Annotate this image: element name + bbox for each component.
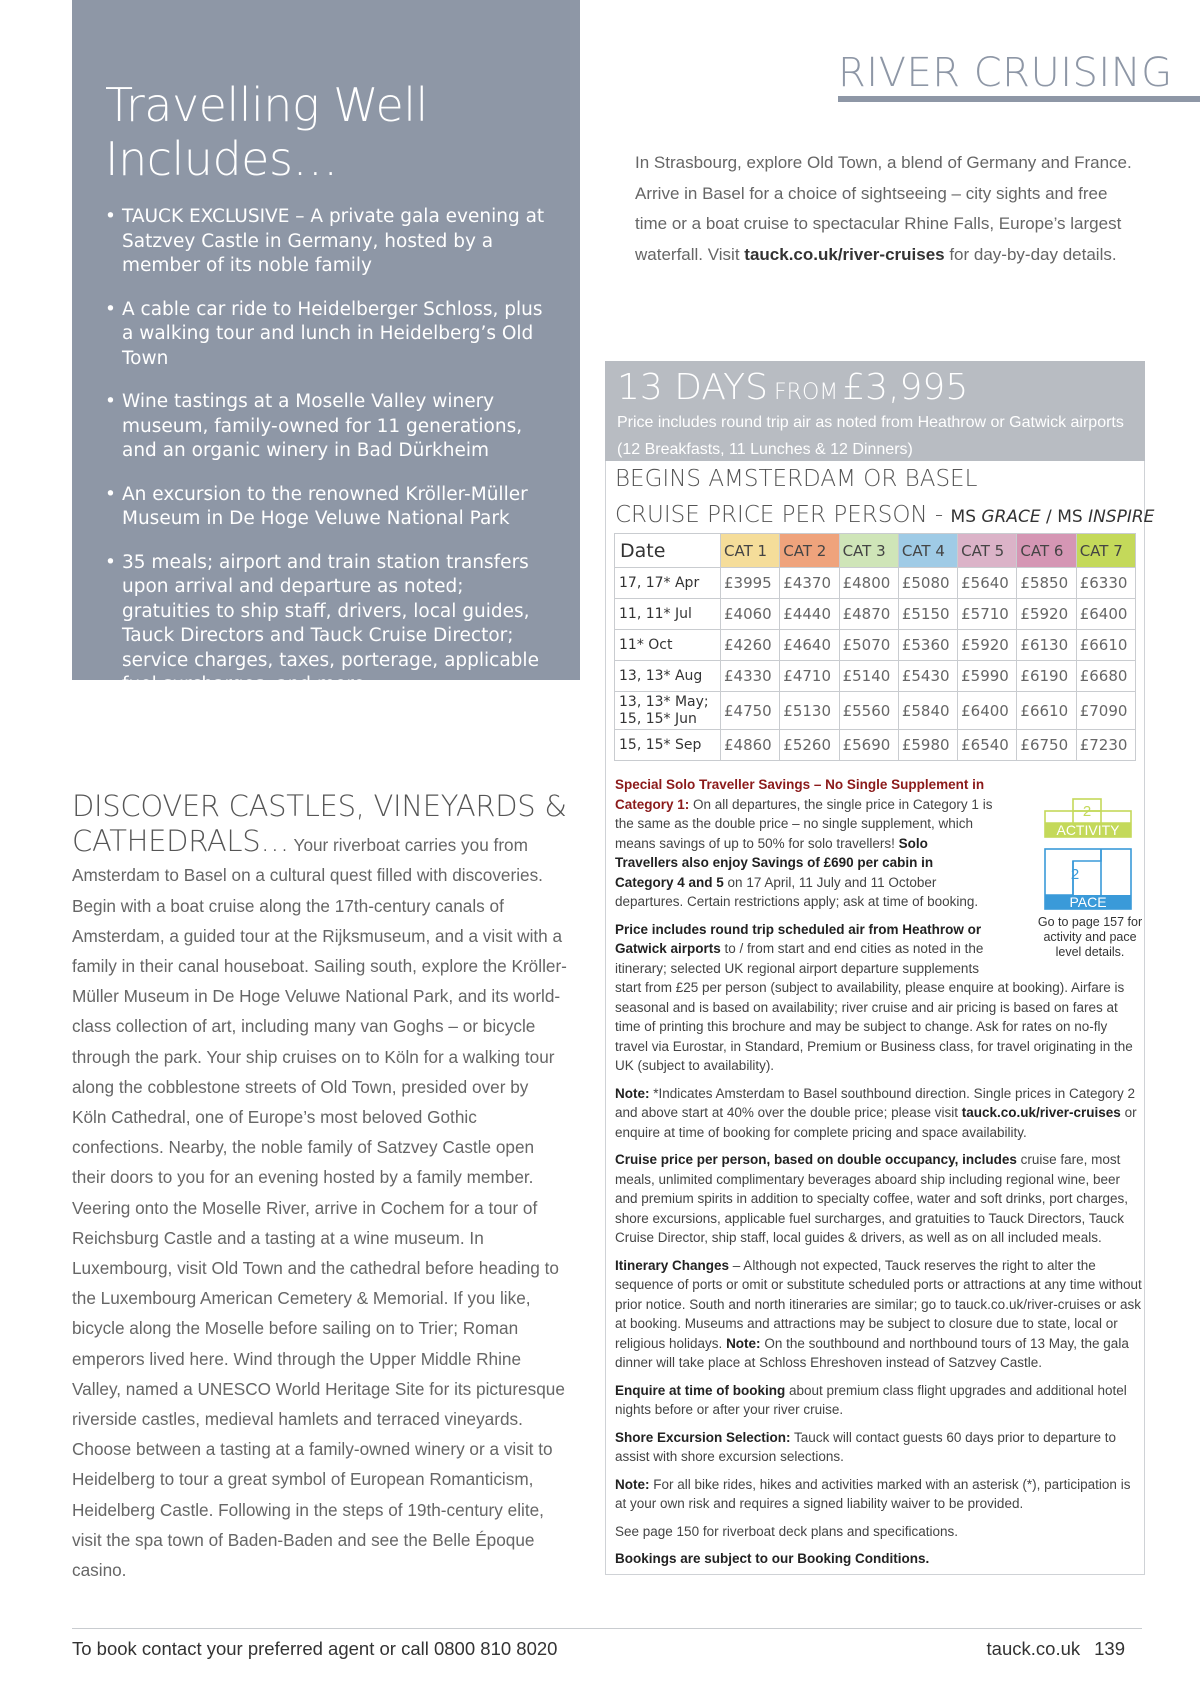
booking-conditions: Bookings are subject to our Booking Conditions.: [615, 1551, 930, 1566]
departure-date-line1: 13, 13* May;: [619, 693, 709, 710]
page-number: 139: [1094, 1638, 1125, 1659]
departure-date: 11, 11* Jul: [615, 599, 721, 630]
cruise-includes-title: Cruise price per person, based on double occupancy, includes: [615, 1152, 1017, 1167]
deck-plans-note: See page 150 for riverboat deck plans and specifications.: [615, 1523, 958, 1539]
price-cell: £5980: [898, 730, 957, 761]
itinerary-changes-title: Itinerary Changes: [615, 1257, 730, 1273]
price-cell: £4330: [721, 661, 780, 692]
price-cell: £6540: [958, 730, 1017, 761]
price-cell: £5080: [898, 568, 957, 599]
solo-savings-title: Special Solo Traveller Savings – No Single Supplement in Category 1:: [615, 777, 985, 812]
tour-days: 13 DAYS: [617, 367, 769, 408]
price-cell: £4440: [780, 599, 839, 630]
category-header: CAT 7: [1076, 534, 1135, 568]
inclusions-list: [105, 205, 545, 717]
departure-date: 17, 17* Apr: [615, 568, 721, 599]
price-cell: £5920: [1017, 599, 1076, 630]
price-cell: £5640: [958, 568, 1017, 599]
waiver-note: [615, 1475, 1143, 1514]
badge-spacer: [993, 775, 1143, 961]
price-cell: £5560: [839, 692, 898, 730]
ship2-name: INSPIRE: [1088, 507, 1155, 527]
intro-link[interactable]: tauck.co.uk/river-cruises: [744, 244, 945, 264]
enquire-title: Enquire at time of booking: [615, 1382, 786, 1398]
price-cell: £5070: [839, 630, 898, 661]
price-cell: £7090: [1076, 692, 1135, 730]
price-cell: £4710: [780, 661, 839, 692]
shore-excursion-text: Tauck will contact guests 60 days prior to departure to assist with shore excursion selections.: [615, 1429, 1116, 1464]
price-cell: £6330: [1076, 568, 1135, 599]
inclusions-title-line2: Includes…: [105, 132, 338, 186]
solo-text: On all departures, the single price in Category 1 is the same as the double price – no single supplement, which means savings of up to 50% for solo travellers!: [615, 796, 993, 851]
intro-text: In Strasbourg, explore Old Town, a blend of Germany and France. Arrive in Basel for a choice of sightseeing – city sights and free time or a boat cruise to spectacular Rhine Falls, Europe’s largest waterfall. Visit: [635, 153, 1132, 264]
ship-names: [951, 507, 1155, 527]
booking-notes: [615, 775, 1143, 1577]
pace-level-label: PACE: [1069, 894, 1107, 910]
departure-date-line2: 15, 15* Jun: [619, 710, 697, 727]
category-header: CAT 6: [1017, 534, 1076, 568]
price-cell: £6610: [1076, 630, 1135, 661]
price-cell: £4860: [721, 730, 780, 761]
price-cell: £5990: [958, 661, 1017, 692]
cruise-price-heading: [615, 502, 1154, 528]
price-cell: £5360: [898, 630, 957, 661]
table-row: [615, 630, 1136, 661]
inclusion-item: • TAUCK EXCLUSIVE – A private gala evening at Satzvey Castle in Germany, hosted by a member of its noble family: [105, 205, 545, 279]
category-header: CAT 4: [898, 534, 957, 568]
departure-date: 11* Oct: [615, 630, 721, 661]
activity-level-number: 2: [1082, 803, 1092, 820]
category-header: CAT 1: [721, 534, 780, 568]
table-row: [615, 692, 1136, 730]
price-note: Price includes round trip air as noted from Heathrow or Gatwick airports (12 Breakfasts, 11 Lunches & 12 Dinners): [617, 414, 1124, 458]
departure-date: [615, 692, 721, 730]
table-row: [615, 568, 1136, 599]
inclusion-item: • A cable car ride to Heidelberger Schloss, plus a walking tour and lunch in Heidelberg’s Old Town: [105, 298, 545, 372]
waiver-note-label: Note:: [615, 1476, 650, 1492]
price-cell: £5840: [898, 692, 957, 730]
itinerary-text: Your riverboat carries you from Amsterdam to Basel on a cultural quest filled with discoveries. Begin with a boat cruise along the 17th-century canals of Amsterdam, a guided tour at the Rijksmuseum, and a visit with a family in their canal houseboat. Sailing south, explore the Kröller-Müller Museum in De Hoge Veluwe National Park, and its world-class collection of art, including many van Goghs – or bicycle through the park. Your ship cruises on to Köln for a walking tour along the cobblestone streets of Old Town, presided over by Köln Cathedral, one of Europe’s most beloved Gothic confections. Nearby, the noble family of Satzvey Castle open their doors to you for an evening hosted by a family member. Veering onto the Moselle River, arrive in Cochem for a tour of Reichsburg Castle and a tasting at a wine museum. In Luxembourg, visit Old Town and the cathedral before heading to the Luxembourg American Cemetery & Memorial. If you like, bicycle along the Moselle before sailing on to Trier; Roman emperors lived here. Wind through the Upper Middle Rhine Valley, named a UNESCO World Heritage Site for its picturesque riverside castles, medieval hamlets and terraced vineyards. Choose between a tasting at a family-owned winery or a visit to Heidelberg to tour a great symbol of European Romanticism, Heidelberg Castle. Following in the steps of 19th-century elite, visit the spa town of Baden-Baden and see the Belle Époque casino.: [72, 835, 567, 1581]
price-cell: £5140: [839, 661, 898, 692]
price-cell: £6750: [1017, 730, 1076, 761]
itinerary-changes-note: [615, 1256, 1143, 1373]
inclusions-title-line1: Travelling Well: [105, 78, 428, 132]
table-header-row: [615, 534, 1136, 568]
level-caption: Go to page 157 for activity and pace level details.: [1037, 915, 1143, 959]
section-title-rule: [838, 96, 1200, 102]
solo-bold: Solo Travellers also enjoy Savings of £690 per cabin in Category 4 and 5: [615, 835, 934, 890]
category-header: CAT 5: [958, 534, 1017, 568]
activity-level-label: ACTIVITY: [1056, 822, 1120, 838]
price-cell: £7230: [1076, 730, 1135, 761]
price-table: [614, 533, 1136, 761]
price-cell: £5710: [958, 599, 1017, 630]
enquire-note: [615, 1381, 1143, 1420]
ship-separator: /: [1040, 507, 1058, 527]
table-row: [615, 661, 1136, 692]
price-cell: £5260: [780, 730, 839, 761]
website-link[interactable]: tauck.co.uk: [986, 1638, 1081, 1659]
direction-note-text: *Indicates Amsterdam to Basel southbound direction. Single prices in Category 2 and above start at 40% over the double price; please visit: [615, 1085, 1136, 1120]
price-cell: £4870: [839, 599, 898, 630]
itinerary-lead: DISCOVER CASTLES, VINEYARDS & CATHEDRALS…: [72, 789, 567, 859]
price-from: FROM: [774, 380, 839, 405]
inclusions-title: [105, 78, 545, 186]
direction-note-label: Note:: [615, 1085, 650, 1101]
departure-date: 13, 13* Aug: [615, 661, 721, 692]
direction-note: [615, 1084, 1143, 1143]
price-cell: £6400: [1076, 599, 1135, 630]
category-header: CAT 3: [839, 534, 898, 568]
price-header: [605, 361, 1145, 461]
price-cell: £5150: [898, 599, 957, 630]
price-cell: £5130: [780, 692, 839, 730]
direction-note-text-end: or enquire at time of booking for complete pricing and space availability.: [615, 1105, 1137, 1140]
price-cell: £4060: [721, 599, 780, 630]
air-note-title: Price includes round trip scheduled air from Heathrow or Gatwick airports: [615, 921, 982, 956]
price-cell: £3995: [721, 568, 780, 599]
inclusions-panel: [72, 0, 580, 695]
intro-text-end: for day-by-day details.: [944, 244, 1117, 264]
price-cell: £6130: [1017, 630, 1076, 661]
ship1-prefix: MS: [950, 507, 982, 527]
section-title: RIVER CRUISING: [838, 50, 1173, 96]
price-cell: £5430: [898, 661, 957, 692]
itinerary-description: [72, 790, 567, 1585]
departure-date: 15, 15* Sep: [615, 730, 721, 761]
begins-location: BEGINS AMSTERDAM OR BASEL: [615, 466, 978, 492]
price-cell: £5920: [958, 630, 1017, 661]
price-cell: £4750: [721, 692, 780, 730]
footer-divider: [72, 1628, 1142, 1629]
inclusion-item: • 35 meals; airport and train station transfers upon arrival and departure as noted; gratuities to ship staff, drivers, local guides, Tauck Directors and Tauck Cruise Director; service charges, taxes, porterage, applicable fuel surcharges, and more: [105, 551, 545, 698]
inclusion-item: • An excursion to the renowned Kröller-Müller Museum in De Hoge Veluwe National Park: [105, 483, 545, 532]
direction-note-link[interactable]: tauck.co.uk/river-cruises: [961, 1105, 1121, 1120]
price-headline: [617, 367, 968, 408]
air-note-text: to / from start and end cities as noted in the itinerary; selected UK regional airport departure supplements start from £25 per person (subject to availability, please enquire at booking). Airfare is seasonal and is based on availability; river cruise and air pricing is based on fares at time of printing this brochure and may be subject to change. Ask for rates on no-fly travel via Eurostar, in Standard, Premium or Business class, for travel originating in the UK (subject to availability).: [615, 941, 1133, 1073]
pace-level-number: 2: [1070, 866, 1080, 883]
price-cell: £5690: [839, 730, 898, 761]
booking-conditions-note: [615, 1549, 1143, 1569]
inclusion-item: • Wine tastings at a Moselle Valley winery museum, family-owned for 11 generations, and an organic winery in Bad Dürkheim: [105, 390, 545, 464]
shore-excursion-title: Shore Excursion Selection:: [615, 1429, 791, 1445]
cruise-includes-note: [615, 1150, 1143, 1248]
shore-excursion-note: [615, 1428, 1143, 1467]
table-row: [615, 730, 1136, 761]
itinerary-note-label: Note:: [726, 1335, 761, 1351]
cruise-includes-text: cruise fare, most meals, unlimited complimentary beverages aboard ship including regional wine, beer and premium spirits in addition to specialty coffee, water and soft drinks, port charges, shore excursions, applicable fuel surcharges, and gratuities to Tauck Directors, Tauck Cruise Director, ship staff, local guides & drivers, as well as on all included meals.: [615, 1152, 1129, 1245]
price-cell: £4370: [780, 568, 839, 599]
solo-text-end: on 17 April, 11 July and 11 October departures. Certain restrictions apply; ask at time of booking.: [615, 874, 979, 909]
price-amount: £3,995: [842, 367, 969, 408]
booking-contact: To book contact your preferred agent or call 0800 810 8020: [72, 1638, 558, 1659]
enquire-text: about premium class flight upgrades and additional hotel nights before or after your river cruise.: [615, 1382, 1127, 1417]
table-row: [615, 599, 1136, 630]
ship2-prefix: MS: [1057, 507, 1089, 527]
cruise-price-label: CRUISE PRICE PER PERSON -: [615, 502, 951, 528]
price-cell: £6680: [1076, 661, 1135, 692]
price-cell: £4640: [780, 630, 839, 661]
price-cell: £6610: [1017, 692, 1076, 730]
ship1-name: GRACE: [981, 507, 1041, 527]
itinerary-changes-text: – Although not expected, Tauck reserves the right to alter the sequence of ports or omit or substitute scheduled ports or attractions at any time without prior notice. South and north itineraries are similar; go to tauck.co.uk/river-cruises or ask at booking. Museums and attractions may be subject to closure due to state, local or religious holidays.: [615, 1257, 1142, 1351]
waiver-note-text: For all bike rides, hikes and activities marked with an asterisk (*), participation is at your own risk and requires a signed liability waiver to be provided.: [615, 1476, 1131, 1511]
itinerary-note-text: On the southbound and northbound tours of 13 May, the gala dinner will take place at Schloss Ehreshoven instead of Satzvey Castle.: [615, 1335, 1129, 1370]
date-column-header: Date: [615, 534, 721, 568]
price-cell: £5850: [1017, 568, 1076, 599]
footer-right: [987, 1638, 1125, 1660]
category-header: CAT 2: [780, 534, 839, 568]
price-cell: £4260: [721, 630, 780, 661]
price-cell: £4800: [839, 568, 898, 599]
price-cell: £6400: [958, 692, 1017, 730]
intro-paragraph: [635, 148, 1135, 270]
price-cell: £6190: [1017, 661, 1076, 692]
